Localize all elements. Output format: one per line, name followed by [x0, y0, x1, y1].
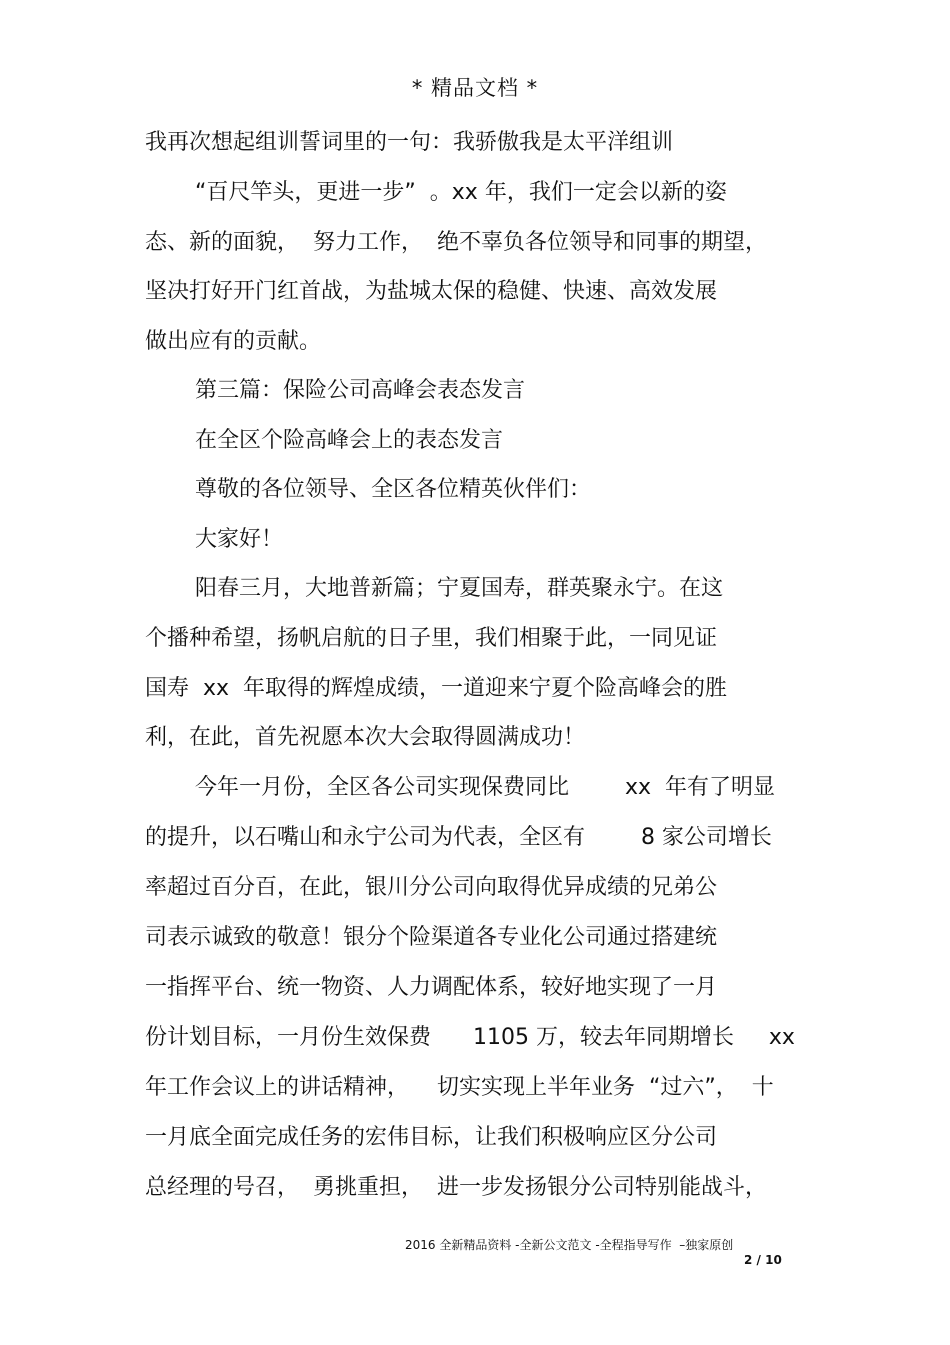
page-footer: 2016 全新精品资料 -全新公文范文 -全程指导写作 –独家原创: [405, 1238, 734, 1252]
salutation: 尊敬的各位领导、全区各位精英伙伴们：: [195, 477, 592, 502]
text-line: 阳春三月，大地普新篇；宁夏国寿，群英聚永宁。在这: [195, 576, 724, 601]
text-line: “百尺竿头，更进一步” 。xx 年，我们一定会以新的姿: [195, 180, 727, 205]
page-number: 2 / 10: [744, 1253, 782, 1267]
text-line: 态、新的面貌， 努力工作， 绝不辜负各位领导和同事的期望，: [145, 230, 767, 255]
text-line: 今年一月份，全区各公司实现保费同比 xx 年有了明显: [195, 775, 775, 800]
text-line: 年工作会议上的讲话精神， 切实实现上半年业务 “过六”， 十: [145, 1075, 774, 1100]
text-line: 一指挥平台、统一物资、人力调配体系，较好地实现了一月: [145, 975, 718, 1000]
speech-title: 在全区个险高峰会上的表态发言: [195, 428, 504, 453]
page-header: * 精品文档 *: [411, 76, 539, 100]
text-line: 做出应有的贡献。: [145, 329, 322, 354]
text-line: 我再次想起组训誓词里的一句：我骄傲我是太平洋组训: [145, 130, 674, 155]
greeting: 大家好！: [195, 527, 284, 552]
text-line: 总经理的号召， 勇挑重担， 进一步发扬银分公司特别能战斗，: [145, 1175, 767, 1200]
text-line: 个播种希望，扬帆启航的日子里，我们相聚于此，一同见证: [145, 626, 718, 651]
text-line: 率超过百分百，在此，银川分公司向取得优异成绩的兄弟公: [145, 875, 718, 900]
text-line: 一月底全面完成任务的宏伟目标，让我们积极响应区分公司: [145, 1125, 718, 1150]
text-line: 国寿 xx 年取得的辉煌成绩，一道迎来宁夏个险高峰会的胜: [145, 676, 728, 701]
text-line: 坚决打好开门红首战，为盐城太保的稳健、快速、高效发展: [145, 279, 718, 304]
text-line: 利，在此，首先祝愿本次大会取得圆满成功！: [145, 725, 586, 750]
text-line: 的提升，以石嘴山和永宁公司为代表，全区有 8 家公司增长: [145, 825, 772, 850]
section-title: 第三篇：保险公司高峰会表态发言: [195, 378, 526, 403]
text-line: 司表示诚致的敬意！银分个险渠道各专业化公司通过搭建统: [145, 925, 718, 950]
text-line: 份计划目标，一月份生效保费 1105 万，较去年同期增长 xx: [145, 1025, 795, 1050]
